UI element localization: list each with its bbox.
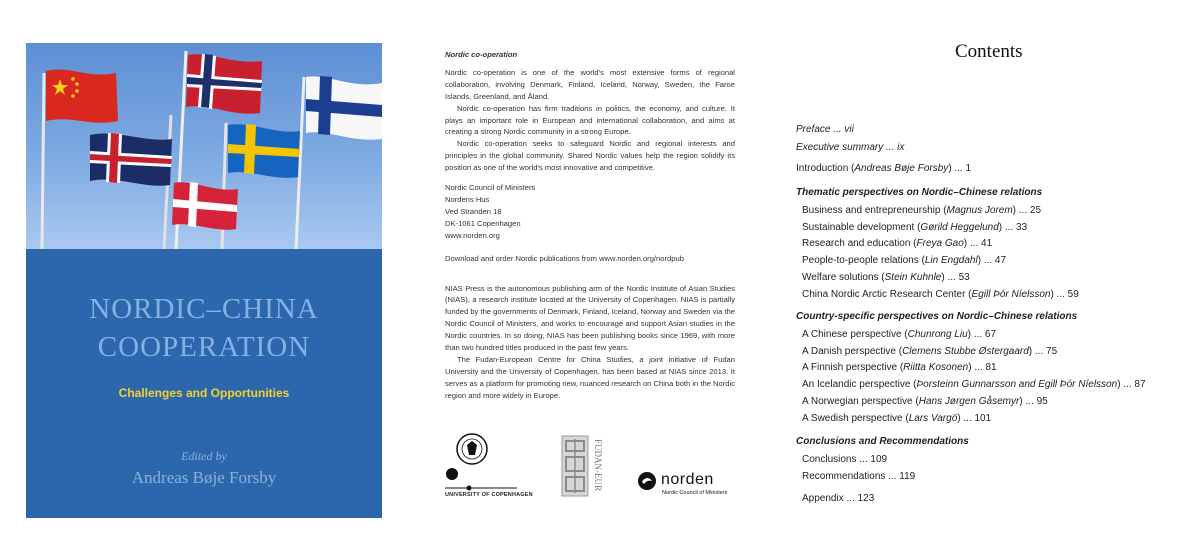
norden-subtitle: Nordic Council of Ministers xyxy=(662,490,728,496)
toc-entry[interactable]: A Danish perspective (Clemens Stubbe Østergaard) ... 75 xyxy=(802,346,1058,357)
fudan-logo xyxy=(561,435,605,497)
address-link[interactable]: www.norden.org xyxy=(445,230,500,240)
toc-entry[interactable]: A Norwegian perspective (Hans Jørgen Gåsemyr) ... 95 xyxy=(802,396,1048,407)
imprint-paragraph: Nordic co-operation has firm traditions in politics, the economy, and culture. It plays an important role in European and international collaboration, and aims at creating a strong Nordic community in a strong Europe. xyxy=(445,103,735,137)
imprint-paragraph: Nordic co-operation is one of the world's most extensive forms of regional collaboration, involving Denmark, Finland, Iceland, Norway, Sweden, the Faroe Islands, Greenland, and Åland. xyxy=(445,67,735,101)
imprint-paragraph: Nordic co-operation seeks to safeguard Nordic and regional interests and principles in the global community. Shared Nordic values help the region solidify its position as one of the world's most innovative and competitive. xyxy=(445,139,735,173)
sweden-flag xyxy=(228,124,300,178)
fudan-vertical-text: FUDAN-EUR xyxy=(593,439,603,492)
address-line: DK-1061 Copenhagen xyxy=(445,218,521,228)
toc-entry[interactable]: Business and entrepreneurship (Magnus Jorem) ... 25 xyxy=(802,205,1042,216)
toc-entry[interactable]: Sustainable development (Gørild Heggelund) ... 33 xyxy=(802,222,1028,233)
toc-entry-executive-summary[interactable]: Executive summary ... ix xyxy=(796,142,905,153)
ucph-logo xyxy=(445,433,533,503)
partner-logos xyxy=(445,433,735,503)
iceland-flag xyxy=(90,133,172,186)
nias-paragraph: NIAS Press is the autonomous publishing arm of the Nordic Institute of Asian Studies (NIAS), a research institute located at the University of Copenhagen. NIAS is partially funded by the governments of Denmark, Finland, Iceland, Norway and Sweden via the Nordic Council of Ministers, and works to encourage and support Asian studies in the Nordic countries. In so doing, NIAS has been publishing books since 1969, with more than two hundred titles produced in the past few years. xyxy=(445,283,735,353)
ucph-label: UNIVERSITY OF COPENHAGEN xyxy=(445,492,533,498)
cover-editor-name: Andreas Bøje Forsby xyxy=(131,468,277,487)
flagpole xyxy=(42,73,44,249)
cover-title-line-2: COOPERATION xyxy=(97,331,311,363)
flags-illustration xyxy=(26,43,382,249)
contents-title: Contents xyxy=(955,41,1023,62)
norden-logo xyxy=(637,471,737,501)
publisher-address xyxy=(445,182,735,242)
toc-section-heading: Country-specific perspectives on Nordic–Chinese relations xyxy=(796,311,1078,322)
toc-entry[interactable]: A Chinese perspective (Chunrong Liu) ... 67 xyxy=(802,329,997,340)
toc-section-heading: Conclusions and Recommendations xyxy=(796,436,969,447)
toc-entry[interactable]: Research and education (Freya Gao) ... 41 xyxy=(802,238,993,249)
toc-entry[interactable]: A Swedish perspective (Lars Vargö) ... 101 xyxy=(802,413,992,424)
toc-entry[interactable]: Welfare solutions (Stein Kuhnle) ... 53 xyxy=(802,272,970,283)
cover-subtitle: Challenges and Opportunities xyxy=(118,386,290,400)
toc-entry-preface[interactable]: Preface ... vii xyxy=(796,124,854,135)
norden-swan-icon xyxy=(637,471,657,491)
toc-entry[interactable]: People-to-people relations (Lin Engdahl) ... 47 xyxy=(802,255,1007,266)
imprint-page xyxy=(445,49,735,402)
address-line: Ved Stranden 18 xyxy=(445,206,502,216)
flagpole xyxy=(222,123,226,249)
fudan-paragraph: The Fudan-European Centre for China Studies, a joint initiative of Fudan University and the University of Copenhagen, has been based at NIAS since 2013. It serves as a platform for promoting new, nuanced research on China both in the Nordic region and more widely in Europe. xyxy=(445,354,735,400)
toc-entry[interactable]: Conclusions ... 109 xyxy=(802,454,888,465)
cover-title-line-1: NORDIC–CHINA xyxy=(89,293,319,325)
book-cover xyxy=(26,43,382,518)
imprint-heading: Nordic co-operation xyxy=(445,50,518,59)
ucph-seal-icon xyxy=(445,433,525,491)
norway-flag xyxy=(186,54,262,114)
download-note: Download and order Nordic publications from www.norden.org/nordpub xyxy=(445,253,684,263)
toc-entry-appendix[interactable]: Appendix ... 123 xyxy=(802,493,875,504)
denmark-flag xyxy=(172,182,238,230)
address-line: Nordens Hus xyxy=(445,194,490,204)
toc-entry[interactable]: Recommendations ... 119 xyxy=(802,471,916,482)
norden-wordmark: norden xyxy=(661,471,714,488)
cover-edited-by: Edited by xyxy=(181,449,227,463)
toc-entry[interactable]: China Nordic Arctic Research Center (Egill Þór Níelsson) ... 59 xyxy=(802,289,1079,300)
toc-entry-introduction[interactable]: Introduction (Andreas Bøje Forsby) ... 1 xyxy=(796,163,972,174)
address-line: Nordic Council of Ministers xyxy=(445,183,536,193)
china-flag xyxy=(46,69,118,122)
toc-entry[interactable]: An Icelandic perspective (Þorsteinn Gunnarsson and Egill Þór Níelsson) ... 87 xyxy=(802,379,1146,390)
fudan-seal-icon xyxy=(561,435,605,497)
toc-section-heading: Thematic perspectives on Nordic–Chinese relations xyxy=(796,187,1043,198)
finland-flag xyxy=(306,76,382,140)
toc-entry[interactable]: A Finnish perspective (Riitta Kosonen) ... 81 xyxy=(802,362,997,373)
